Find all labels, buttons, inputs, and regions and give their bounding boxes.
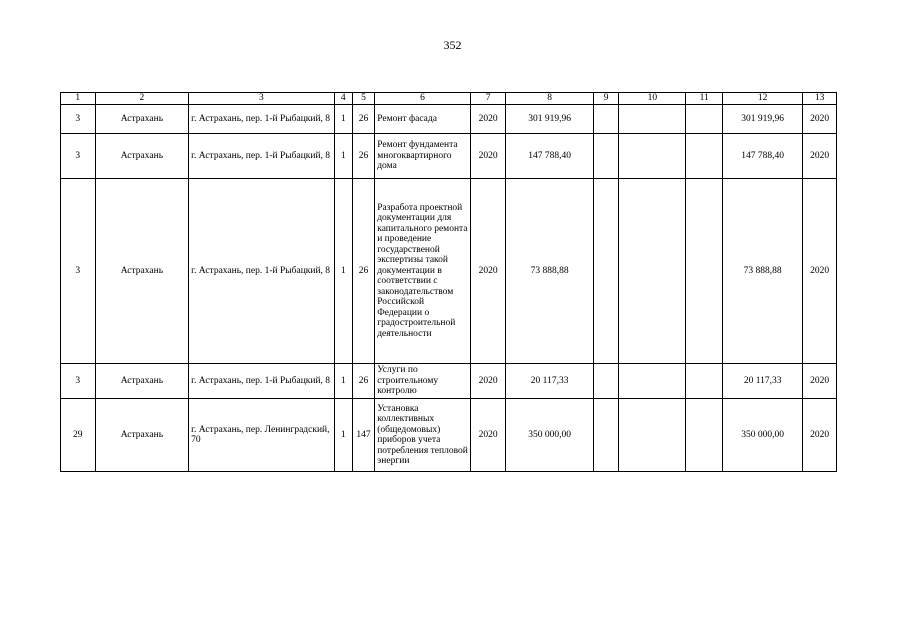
cell-year: 2020 [470, 105, 506, 134]
cell-completion-year: 2020 [803, 134, 837, 179]
repair-plan-table [60, 92, 837, 472]
cell-col-11 [686, 105, 723, 134]
table-row [61, 179, 837, 364]
cell-work-type: Ремонт фасада [375, 105, 471, 134]
cell-col-11 [686, 399, 723, 472]
column-number: 7 [470, 93, 506, 105]
cell-col-4: 1 [334, 105, 352, 134]
cell-col-5: 26 [352, 105, 374, 134]
cell-municipality: Астрахань [95, 105, 189, 134]
cell-year: 2020 [470, 399, 506, 472]
cell-work-type: Установка коллективных (общедомовых) приборов учета потребления тепловой энергии [375, 399, 471, 472]
cell-work-type: Услуги по строительному контролю [375, 364, 471, 399]
cell-col-9 [593, 399, 618, 472]
cell-col-11 [686, 364, 723, 399]
cell-col-9 [593, 105, 618, 134]
column-number: 12 [723, 93, 803, 105]
cell-year: 2020 [470, 179, 506, 364]
cell-municipality: Астрахань [95, 179, 189, 364]
cell-address: г. Астрахань, пер. 1-й Рыбацкий, 8 [189, 179, 334, 364]
cell-col-9 [593, 134, 618, 179]
cell-col-11 [686, 134, 723, 179]
cell-col-10 [619, 399, 686, 472]
cell-object-number: 3 [61, 105, 96, 134]
cell-year: 2020 [470, 364, 506, 399]
column-number: 5 [352, 93, 374, 105]
column-number: 13 [803, 93, 837, 105]
cell-completion-year: 2020 [803, 179, 837, 364]
cell-municipality: Астрахань [95, 364, 189, 399]
table-row [61, 134, 837, 179]
cell-col-5: 26 [352, 134, 374, 179]
cell-total-cost: 147 788,40 [506, 134, 593, 179]
cell-col-4: 1 [334, 399, 352, 472]
cell-object-number: 29 [61, 399, 96, 472]
cell-col-10 [619, 105, 686, 134]
cell-col-4: 1 [334, 179, 352, 364]
cell-col-10 [619, 364, 686, 399]
column-number: 11 [686, 93, 723, 105]
cell-object-number: 3 [61, 364, 96, 399]
cell-municipality: Астрахань [95, 134, 189, 179]
cell-address: г. Астрахань, пер. Ленинградский, 70 [189, 399, 334, 472]
cell-cost: 73 888,88 [723, 179, 803, 364]
cell-address: г. Астрахань, пер. 1-й Рыбацкий, 8 [189, 134, 334, 179]
cell-total-cost: 301 919,96 [506, 105, 593, 134]
column-number: 9 [593, 93, 618, 105]
column-number-row [61, 93, 837, 105]
cell-object-number: 3 [61, 179, 96, 364]
cell-col-5: 26 [352, 364, 374, 399]
cell-municipality: Астрахань [95, 399, 189, 472]
column-number: 4 [334, 93, 352, 105]
cell-object-number: 3 [61, 134, 96, 179]
cell-cost: 301 919,96 [723, 105, 803, 134]
cell-col-4: 1 [334, 364, 352, 399]
column-number: 1 [61, 93, 96, 105]
cell-col-5: 147 [352, 399, 374, 472]
cell-completion-year: 2020 [803, 364, 837, 399]
cell-total-cost: 20 117,33 [506, 364, 593, 399]
table-row [61, 105, 837, 134]
cell-address: г. Астрахань, пер. 1-й Рыбацкий, 8 [189, 105, 334, 134]
cell-address: г. Астрахань, пер. 1-й Рыбацкий, 8 [189, 364, 334, 399]
page-number: 352 [443, 38, 462, 52]
cell-col-4: 1 [334, 134, 352, 179]
cell-col-11 [686, 179, 723, 364]
cell-work-type: Ремонт фундамента многоквартирного дома [375, 134, 471, 179]
cell-completion-year: 2020 [803, 399, 837, 472]
cell-cost: 20 117,33 [723, 364, 803, 399]
cell-col-10 [619, 134, 686, 179]
cell-completion-year: 2020 [803, 105, 837, 134]
cell-cost: 147 788,40 [723, 134, 803, 179]
cell-work-type: Разработа проектной документации для капитального ремонта и проведение государственой экспертизы такой документации в соответствии с законодательством Российской Федерации о градостроительной деятельности [375, 179, 471, 364]
cell-col-5: 26 [352, 179, 374, 364]
cell-cost: 350 000,00 [723, 399, 803, 472]
cell-total-cost: 73 888,88 [506, 179, 593, 364]
column-number: 2 [95, 93, 189, 105]
cell-col-9 [593, 364, 618, 399]
column-number: 10 [619, 93, 686, 105]
cell-col-9 [593, 179, 618, 364]
column-number: 6 [375, 93, 471, 105]
cell-year: 2020 [470, 134, 506, 179]
table-row [61, 399, 837, 472]
table-row [61, 364, 837, 399]
column-number: 8 [506, 93, 593, 105]
cell-col-10 [619, 179, 686, 364]
cell-total-cost: 350 000,00 [506, 399, 593, 472]
column-number: 3 [189, 93, 334, 105]
